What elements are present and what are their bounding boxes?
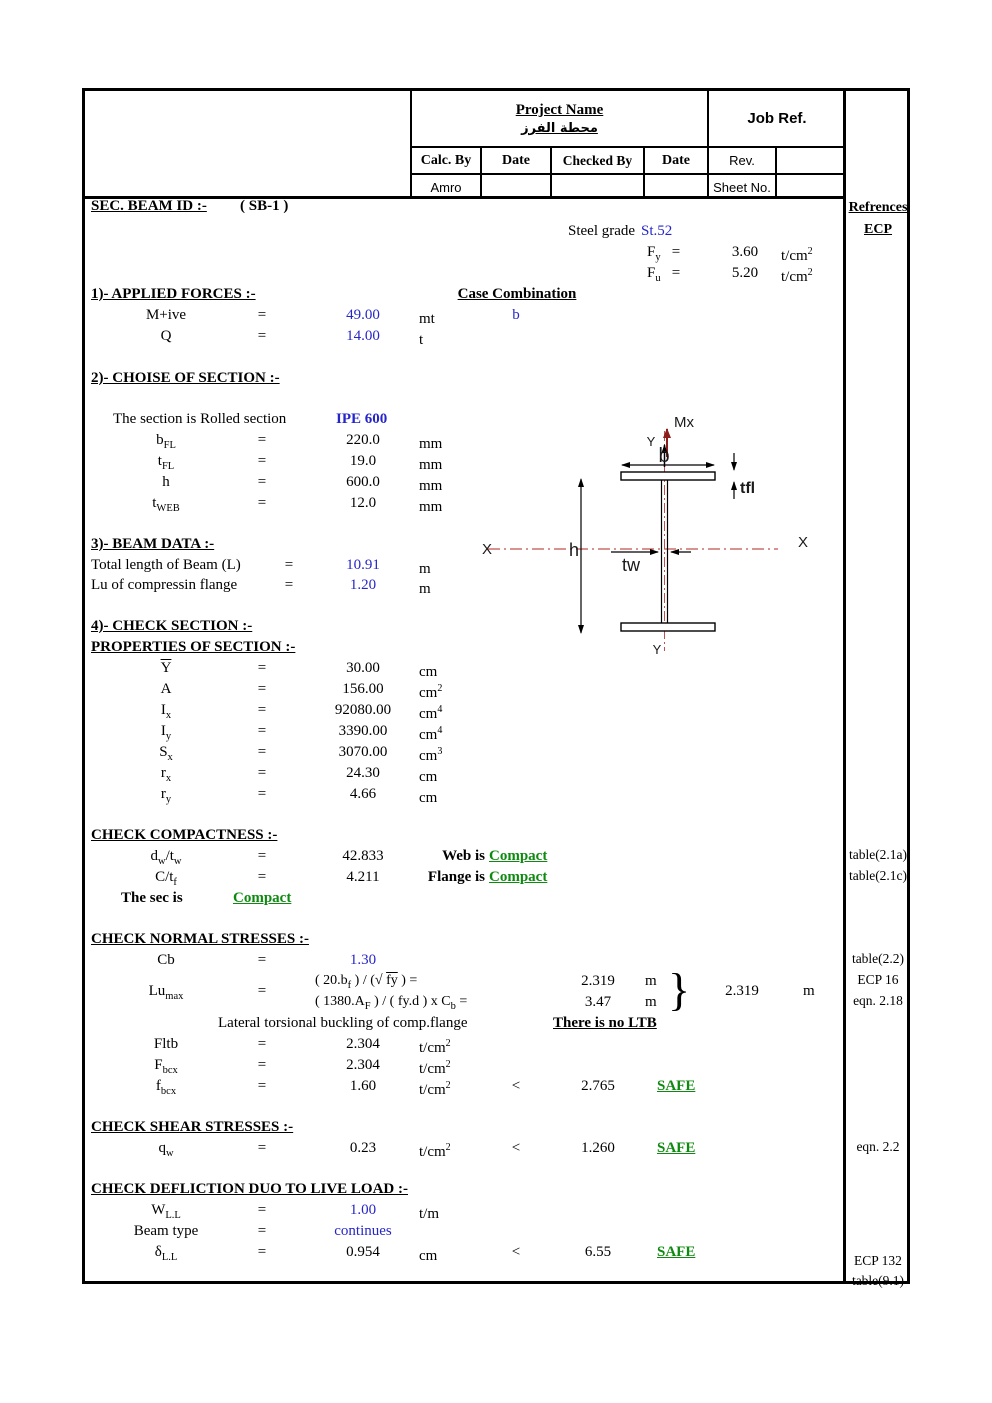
wll-label: $W_{L.L}$ — [151, 1202, 181, 1221]
reference-item: eqn. 2.2 — [856, 1139, 900, 1154]
mx-label: Mx — [674, 414, 694, 431]
ix-value: 92080.00 — [334, 702, 392, 718]
total-length-unit: m — [419, 561, 431, 577]
tfl-eq: = — [257, 453, 267, 469]
steel-grade-label: Steel grade — [568, 223, 636, 239]
area-value: 156.00 — [342, 681, 384, 697]
flange-ratio-eq: = — [257, 869, 267, 885]
dll-limit: 6.55 — [584, 1244, 612, 1260]
web-ratio-label: $d_w/t_w$ — [150, 848, 182, 867]
fbcx-actual-unit: $t/cm^2$ — [419, 1080, 451, 1098]
fu-label: $F_u$ — [647, 265, 661, 284]
checked-by-header: Checked By — [552, 148, 645, 175]
area-label: A — [160, 681, 172, 697]
sheet-no-header: Sheet No. — [709, 175, 777, 199]
check-section-title: 4)- CHECK SECTION :- — [91, 618, 253, 634]
dll-row — [85, 1242, 843, 1262]
shear-title-row — [85, 1117, 843, 1137]
brace-glyph: } — [668, 964, 691, 1015]
qw-row — [85, 1138, 843, 1158]
ybar-value: 30.00 — [346, 660, 380, 676]
beam-type-label: Beam type — [133, 1223, 199, 1239]
cb-label: Cb — [157, 952, 175, 968]
cb-value[interactable]: 1.30 — [349, 952, 377, 968]
lumax-governing-row — [85, 981, 843, 1001]
iy-eq: = — [257, 723, 267, 739]
lumax-formula-1: ( $20.b_f$ ) / (√ fy ) = — [315, 973, 418, 991]
choice-title-row — [85, 368, 843, 388]
flange-ratio-label: $C/t_f$ — [155, 869, 177, 888]
bfl-label: $b_{FL}$ — [156, 432, 176, 451]
y-top-label: Y — [646, 434, 656, 449]
compactness-title: CHECK COMPACTNESS :- — [91, 827, 278, 843]
project-name-cell — [412, 91, 709, 148]
qw-eq: = — [257, 1140, 267, 1156]
tweb-unit: mm — [419, 499, 443, 515]
lumax-formula-2: ( $1380.A_F$ ) / ( fy.d ) x $C_b$ = — [315, 994, 468, 1012]
ix-unit: $cm^4$ — [419, 704, 443, 722]
area-row — [85, 679, 843, 699]
sx-eq: = — [257, 744, 267, 760]
references-title: Refrences — [848, 200, 908, 215]
reference-item: table(9.1) — [851, 1273, 905, 1288]
area-eq: = — [257, 681, 267, 697]
ybar-label: $\overline{Y}$ — [160, 660, 172, 676]
qw-limit: 1.260 — [581, 1140, 615, 1156]
fbcx-value: 2.304 — [346, 1057, 380, 1073]
shear-force-label: Q — [160, 328, 172, 344]
lumax-unit-2: m — [645, 994, 657, 1010]
rolled-section-caption: The section is Rolled section — [113, 411, 287, 427]
normal-title: CHECK NORMAL STRESSES :- — [91, 931, 309, 947]
title-block — [410, 91, 843, 199]
case-combination-value[interactable]: b — [512, 307, 520, 323]
h-eq: = — [257, 474, 267, 490]
bfl-unit: mm — [419, 436, 443, 452]
tweb-eq: = — [257, 495, 267, 511]
iy-row — [85, 721, 843, 741]
dll-eq: = — [257, 1244, 267, 1260]
shear-force-row — [85, 326, 843, 346]
moment-label: M+ive — [145, 307, 187, 323]
fu-value: 5.20 — [731, 265, 759, 281]
beam-type-eq: = — [257, 1223, 267, 1239]
sx-unit: $cm^3$ — [419, 746, 443, 764]
fbcx-label: $F_{bcx}$ — [154, 1057, 178, 1076]
web-ratio-value: 42.833 — [342, 848, 384, 864]
fbcx-limit: 2.765 — [581, 1078, 615, 1094]
job-ref-cell — [709, 91, 845, 148]
references-code: ECP — [864, 222, 892, 237]
lumax-unit-1: m — [645, 973, 657, 989]
rx-value: 24.30 — [346, 765, 380, 781]
shear-force-unit: t — [419, 332, 424, 348]
dll-unit: cm — [419, 1248, 438, 1264]
total-length-eq: = — [284, 557, 294, 573]
ry-eq: = — [257, 786, 267, 802]
choice-title: 2)- CHOISE OF SECTION :- — [91, 370, 280, 386]
qw-value: 0.23 — [349, 1140, 377, 1156]
tfl-label: $t_{FL}$ — [157, 453, 175, 472]
project-name-label: Project Name — [515, 101, 604, 118]
reference-item: ECP 132 — [854, 1253, 902, 1268]
fltb-unit: $t/cm^2$ — [419, 1038, 451, 1056]
fbcx-unit: $t/cm^2$ — [419, 1059, 451, 1077]
date1-header: Date — [482, 148, 552, 175]
normal-title-row — [85, 929, 843, 949]
top-flange — [621, 472, 715, 480]
fy-value: 3.60 — [731, 244, 759, 260]
moment-eq: = — [257, 307, 267, 323]
calc-by-header: Calc. By — [412, 148, 482, 175]
bottom-flange — [621, 623, 715, 631]
ibeam-section-diagram — [480, 413, 813, 658]
project-name-value[interactable]: محطة الفرز — [521, 120, 598, 136]
fu-unit: $t/cm^2$ — [781, 267, 813, 285]
ltb-caption: Lateral torsional buckling of comp.flange — [218, 1015, 468, 1031]
bfl-eq: = — [257, 432, 267, 448]
fbcx-lt-sign: < — [511, 1078, 521, 1094]
dll-lt-sign: < — [511, 1244, 521, 1260]
moment-unit: mt — [419, 311, 435, 327]
lu-eq: = — [284, 577, 294, 593]
fltb-value: 2.304 — [346, 1036, 380, 1052]
lu-unit: m — [419, 581, 431, 597]
b-label: b — [658, 445, 670, 467]
shear-force-value[interactable]: 14.00 — [346, 328, 380, 344]
sx-value: 3070.00 — [338, 744, 388, 760]
reference-item: ECP 16 — [857, 972, 899, 987]
tfl-unit: mm — [419, 457, 443, 473]
moment-row — [85, 305, 843, 325]
x-right-label: X — [798, 534, 809, 551]
beam-id-value: ( SB-1 ) — [240, 198, 289, 214]
reference-item: table(2.2) — [851, 951, 905, 966]
lu-value[interactable]: 1.20 — [349, 577, 377, 593]
ix-eq: = — [257, 702, 267, 718]
lumax-eq: = — [257, 983, 267, 999]
h-unit: mm — [419, 478, 443, 494]
beam-id-row — [85, 196, 843, 216]
ybar-row — [85, 658, 843, 678]
tw-label: tw — [622, 555, 640, 575]
iy-unit: $cm^4$ — [419, 725, 443, 743]
forces-title: 1)- APPLIED FORCES :- — [91, 286, 256, 302]
dll-label: $\delta_{L.L}$ — [154, 1244, 178, 1263]
beam-id-label: SEC. BEAM ID :- — [91, 198, 207, 214]
fbcx-actual-value: 1.60 — [349, 1078, 377, 1094]
iy-label: $I_y$ — [160, 723, 172, 742]
reference-item: table(2.1a) — [848, 847, 908, 862]
web-compact-result: Compact — [489, 848, 548, 864]
fltb-row — [85, 1034, 843, 1054]
shear-force-eq: = — [257, 328, 267, 344]
h-value: 600.0 — [346, 474, 380, 490]
deflection-title: CHECK DEFLICTION DUO TO LIVE LOAD :- — [91, 1181, 408, 1197]
lumax-value-2: 3.47 — [584, 994, 612, 1010]
fy-eq: = — [671, 244, 681, 260]
ybar-unit: cm — [419, 664, 438, 680]
area-unit: $cm^2$ — [419, 683, 443, 701]
x-left-label: X — [482, 541, 493, 558]
total-length-value[interactable]: 10.91 — [346, 557, 380, 573]
lumax-governing-unit: m — [803, 983, 815, 999]
beam-type-row — [85, 1221, 843, 1241]
fy-unit: $t/cm^2$ — [781, 246, 813, 264]
web-ratio-eq: = — [257, 848, 267, 864]
ry-value: 4.66 — [349, 786, 377, 802]
fltb-eq: = — [257, 1036, 267, 1052]
calculation-sheet — [82, 88, 910, 1288]
sx-label: $S_x$ — [159, 744, 173, 763]
section-compactness-row — [85, 888, 843, 908]
lumax-value-1: 2.319 — [581, 973, 615, 989]
job-ref-label: Job Ref. — [747, 110, 807, 127]
bfl-value: 220.0 — [346, 432, 380, 448]
rev-header: Rev. — [709, 148, 777, 175]
wll-unit: t/m — [419, 1206, 440, 1222]
fu-eq: = — [671, 265, 681, 281]
tweb-value: 12.0 — [349, 495, 377, 511]
rx-row — [85, 763, 843, 783]
reference-item: table(2.1c) — [848, 868, 908, 883]
flange-compact-result: Compact — [489, 869, 548, 885]
fy-row — [85, 242, 843, 262]
beam-type-value[interactable]: continues — [334, 1223, 392, 1239]
fbcx-eq: = — [257, 1057, 267, 1073]
y-bottom-label: Y — [652, 642, 662, 657]
sec-compact-result: Compact — [233, 890, 292, 906]
sx-row — [85, 742, 843, 762]
iy-value: 3390.00 — [338, 723, 388, 739]
sec-is-label: The sec is — [121, 890, 183, 906]
lumax-label: $Lu_{max}$ — [148, 983, 184, 1002]
dll-value: 0.954 — [346, 1244, 380, 1260]
cb-row — [85, 950, 843, 970]
wll-row — [85, 1200, 843, 1220]
total-length-label: Total length of Beam (L) — [91, 557, 241, 573]
h-label: h — [162, 474, 170, 490]
case-combination-label: Case Combination — [457, 286, 577, 302]
qw-unit: $t/cm^2$ — [419, 1142, 451, 1160]
flange-ratio-value: 4.211 — [346, 869, 380, 885]
ix-label: $I_x$ — [160, 702, 172, 721]
properties-title: PROPERTIES OF SECTION :- — [91, 639, 296, 655]
lu-label: Lu of compressin flange — [91, 577, 238, 593]
fbcx-row — [85, 1055, 843, 1075]
section-name[interactable]: IPE 600 — [336, 411, 388, 427]
references-column-divider — [843, 91, 846, 1281]
beam-data-title: 3)- BEAM DATA :- — [91, 536, 215, 552]
ry-row — [85, 784, 843, 804]
fbcx-actual-label: $f_{bcx}$ — [155, 1078, 177, 1097]
deflection-title-row — [85, 1179, 843, 1199]
ry-unit: cm — [419, 790, 438, 806]
date2-header: Date — [645, 148, 709, 175]
shear-title: CHECK SHEAR STRESSES :- — [91, 1119, 294, 1135]
rev-value-cell[interactable] — [777, 148, 845, 175]
qw-status: SAFE — [657, 1140, 696, 1156]
lumax-governing-value: 2.319 — [725, 983, 759, 999]
fu-row — [85, 263, 843, 283]
qw-label: $q_w$ — [158, 1140, 174, 1159]
rx-unit: cm — [419, 769, 438, 785]
cb-eq: = — [257, 952, 267, 968]
compactness-title-row — [85, 825, 843, 845]
tfl-value: 19.0 — [349, 453, 377, 469]
fbcx-actual-row — [85, 1076, 843, 1096]
qw-lt-sign: < — [511, 1140, 521, 1156]
web-is-label: Web is — [442, 848, 485, 864]
fbcx-actual-eq: = — [257, 1078, 267, 1094]
tweb-label: $t_{WEB}$ — [152, 495, 180, 514]
fy-label: $F_y$ — [647, 244, 661, 263]
ybar-eq: = — [257, 660, 267, 676]
rx-label: $r_x$ — [160, 765, 172, 784]
forces-title-row — [85, 284, 843, 304]
tfl-label: tfl — [740, 480, 756, 497]
wll-value[interactable]: 1.00 — [349, 1202, 377, 1218]
ix-row — [85, 700, 843, 720]
dll-status: SAFE — [657, 1244, 696, 1260]
reference-item: eqn. 2.18 — [853, 993, 903, 1008]
ry-label: $r_y$ — [160, 786, 172, 805]
flange-is-label: Flange is — [427, 869, 485, 885]
fltb-label: Fltb — [153, 1036, 179, 1052]
wll-eq: = — [257, 1202, 267, 1218]
moment-value[interactable]: 49.00 — [346, 307, 380, 323]
steel-grade-row — [85, 221, 843, 241]
flange-compactness-row — [85, 867, 843, 887]
h-label: h — [568, 540, 579, 560]
steel-grade-value[interactable]: St.52 — [641, 223, 673, 239]
fbcx-status: SAFE — [657, 1078, 696, 1094]
rx-eq: = — [257, 765, 267, 781]
ltb-result: There is no LTB — [553, 1015, 657, 1031]
calc-by-value-cell[interactable]: Amro — [412, 175, 482, 199]
ltb-row — [85, 1013, 843, 1033]
web-compactness-row — [85, 846, 843, 866]
